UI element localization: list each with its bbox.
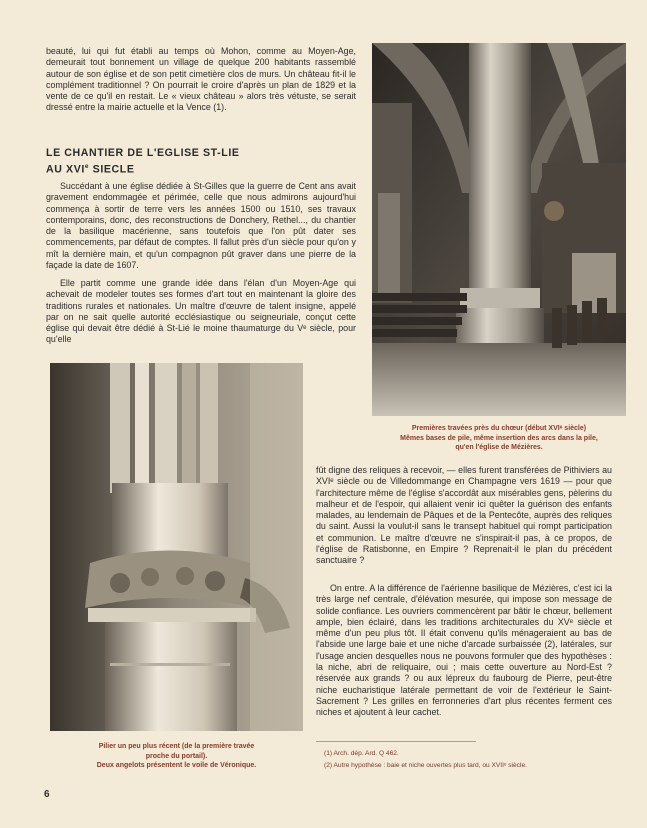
caption-top-line-1: Premières travées près du chœur (début XVIᵉ siècle) bbox=[411, 425, 587, 432]
paragraph-4: On entre. A la différence de l'aérienne basilique de Mézières, c'est ici la très large nef centrale, d'élévation mesurée, qui impose son message de solide confiance. Les ouvriers commencèrent par bâtir le chœur, bellement ample, bien éclairé, dans les traditions architecturales du XVᵉ siècle et même d'un peu plus tôt. Il était convenu qu'ils ménageraient au bas de l'abside une large baie et une niche d'arcade surbaissée (2), latérales, sur l'usage ancien desquelles nous ne pouvons formuler que des hypothèses : la niche, abri de reliquaire, oui ; mais cette ouverture au Nord-Est ? réservée aux grands ? ou aux lépreux du faubourg de Pierre, peut-être niche eucharistique latérale permettant de voir de l'extérieur le Saint-Sacrement ? Les grilles en ferronneries d'art plus récentes ferment ces niches et ajoutent à leur cachet. bbox=[316, 583, 612, 718]
footnote-1: (1) Arch. dép. Ard. Q 462. bbox=[324, 750, 399, 757]
heading-line-2-post: SIECLE bbox=[89, 163, 135, 176]
heading-line-1: LE CHANTIER DE L'EGLISE ST-LIE bbox=[46, 147, 240, 159]
intro-paragraph: beauté, lui qui fut établi au temps où Mohon, comme au Moyen-Age, demeurait tout bonnement un village de quelque 200 habitants rassemblé autour de son église et de son petit cimetière clos de murs. Un château fit-il le complément traditionnel ? On pourrait le croire d'après un plan de 1829 et la vente de ce qu'il en restait. Le « vieux château » alors très vétuste, se serait dressé entre la mairie actuelle et la Vence (1). bbox=[46, 46, 356, 113]
paragraph-3: fût digne des reliques à recevoir, — elles furent transférées de Pithiviers au XVIᵉ siècle ou de Villedommange en Champagne vers 1619 — pour que l'architecture même de l'église s'accordât aux misérables gens, pèlerins du malheur et de l'espoir, qui allaient venir ici quêter la guérison des enfants malades, au lendemain de Pâques et de la Pentecôte, auprès des reliques du saint. Aussi la voulut-il sans le transept habituel qui rompt participation et communion. Le maître d'œuvre ne s'inspirait-il pas, à ce propos, de l'église de Ratisbonne, en Empire ? Reprenait-il le plan du précédent sanctuaire ? bbox=[316, 465, 612, 566]
footnote-rule bbox=[316, 741, 476, 742]
church-interior-photo bbox=[372, 43, 626, 416]
paragraph-1: Succédant à une église dédiée à St-Gilles que la guerre de Cent ans avait gravement endommagée et périmée, celle que nous admirons aujourd'hui commença à sortir de terre vers les années 1500 ou 1510, ses travaux contemporains, donc, des reconstructions de Donchery, Rethel..., du chantier de la basilique macérienne, sans toutefois que l'on pût dater ses commencements, par défaut de comptes. Il fallut près d'un siècle pour qu'on y mît la dernière main, et qu'un compagnon pût graver dans une pierre de la façade la date de 1607. bbox=[46, 181, 356, 271]
caption-pillar bbox=[50, 742, 303, 771]
caption-top-line-2: Mêmes bases de pile, même insertion des arcs dans la pile, bbox=[400, 434, 598, 442]
page-number: 6 bbox=[44, 789, 50, 800]
pillar-capital-image bbox=[50, 363, 303, 731]
section-heading bbox=[46, 146, 346, 177]
caption-bottom-line-1: Pilier un peu plus récent (de la première travée bbox=[98, 743, 255, 750]
footnote-2: (2) Autre hypothèse : baie et niche ouvertes plus tard, ou XVIIᵉ siècle. bbox=[324, 762, 527, 769]
pillar-capital-photo bbox=[50, 363, 303, 731]
caption-top-line-3: qu'en l'église de Mézières. bbox=[455, 444, 543, 452]
caption-bottom-line-3: Deux angelots présentent le voile de Véronique. bbox=[96, 762, 257, 770]
church-interior-image bbox=[372, 43, 626, 416]
heading-line-2-pre: AU XVI bbox=[46, 163, 85, 176]
paragraph-2: Elle partit comme une grande idée dans l'élan d'un Moyen-Age qui achevait de modeler toutes ses formes d'art tout en maintenant la gloire des traditions rurales et nationales. Un maître d'œuvre de talent insigne, appelé par on ne sait quelle autorité ecclésiastique ou seigneuriale, conçut cette église qui devait être dédié à St-Lié le moine thaumaturge du Vᵉ siècle, pour qu'elle bbox=[46, 278, 356, 345]
heading-line-2-sup: e bbox=[84, 163, 90, 170]
caption-church-interior bbox=[372, 424, 626, 453]
caption-bottom-line-2: proche du portail). bbox=[145, 752, 208, 760]
